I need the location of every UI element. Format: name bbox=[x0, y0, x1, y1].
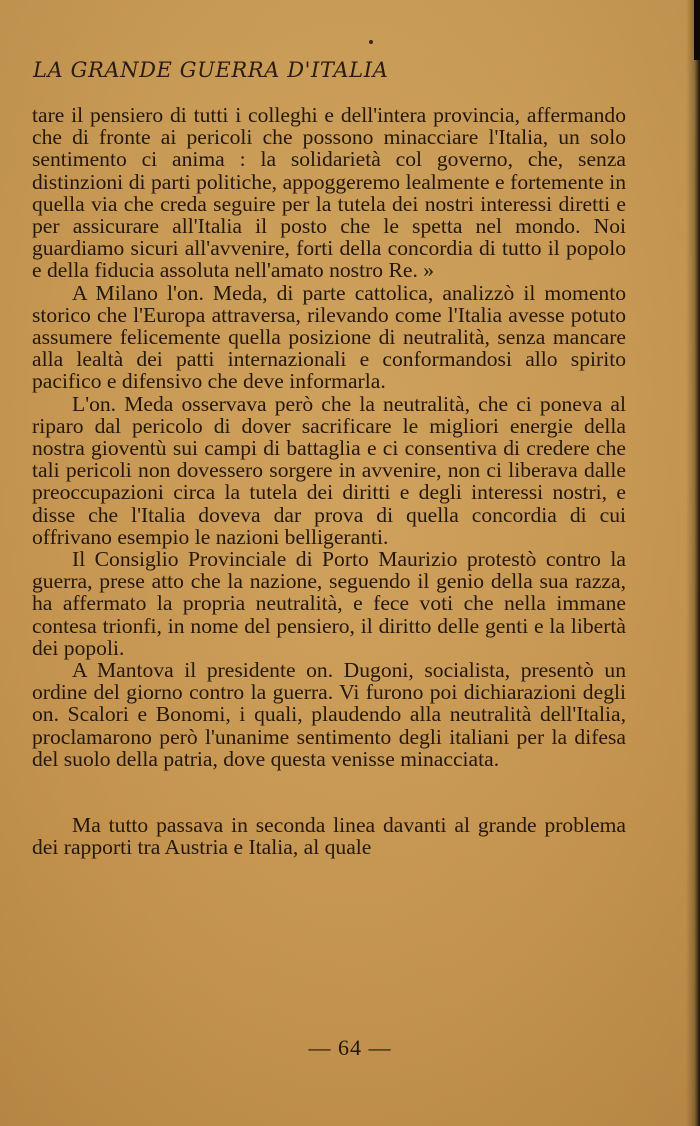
print-speck bbox=[369, 40, 373, 44]
running-head: LA GRANDE GUERRA D'ITALIA bbox=[33, 58, 389, 82]
page-edge-shadow bbox=[686, 0, 700, 1126]
page-number: — 64 — bbox=[308, 1035, 392, 1060]
paragraph-milano: A Milano l'on. Meda, di parte cattolica, analizzò il momento storico che l'Europa attraversa, rilevando come l'Italia avesse potuto assumere felicemente quella posizione di neutralità, senza mancare alla lealtà dei patti internazionali e conformandosi allo spirito pacifico e difensivo che deve informarla. bbox=[32, 280, 626, 394]
text-body bbox=[32, 104, 626, 859]
section-break bbox=[32, 770, 626, 814]
paragraph-porto-maurizio: Il Consiglio Provinciale di Porto Maurizio protestò contro la guerra, prese atto che la nazione, seguendo il genio della sua razza, ha affermato la propria neutralità, e fece voti che nella immane contesa trionfi, in nome del pensiero, il diritto delle genti e la libertà dei popoli. bbox=[32, 547, 626, 660]
paragraph-meda: L'on. Meda osservava però che la neutralità, che ci poneva al riparo dal pericolo di dover sacrificare le migliori energie della nostra gioventù sui campi di battaglia e ci consentiva di credere che tali pericoli non dovessero sorgere in avvenire, non ci liberava dalle preoccupazioni circa la tutela dei diritti e degli interessi nostri, e disse che l'Italia doveva dar prova di quella concordia di cui offrivano esempio le nazioni belligeranti. bbox=[32, 391, 626, 549]
paragraph-mantova: A Mantova il presidente on. Dugoni, socialista, presentò un ordine del giorno contro la guerra. Vi furono poi dichiarazioni degli on. Scalori e Bonomi, i quali, plaudendo alla neutralità dell'Italia, proclamarono però l'unanime sentimento degli italiani per la difesa del suolo della patria, dove questa venisse minacciata. bbox=[32, 658, 626, 771]
paragraph-continuation: tare il pensiero di tutti i colleghi e dell'intera provincia, affermando che di fronte ai pericoli che possono minacciare l'Italia, un solo sentimento ci anima : la solidarietà col governo, che, senza distinzioni di parti politiche, appoggeremo lealmente e fortemente in quella via che creda seguire per la tutela dei nostri interessi diretti e per assicurare all'Italia il posto che le spetta nel mondo. Noi guardiamo sicuri all'avvenire, forti della concordia di tutto il popolo e della fiducia assoluta nell'amato nostro Re. » bbox=[32, 103, 626, 283]
paragraph-austria-italia: Ma tutto passava in seconda linea davanti al grande problema dei rapporti tra Austria e Italia, al quale bbox=[32, 813, 626, 860]
page-edge-dark bbox=[694, 0, 700, 60]
